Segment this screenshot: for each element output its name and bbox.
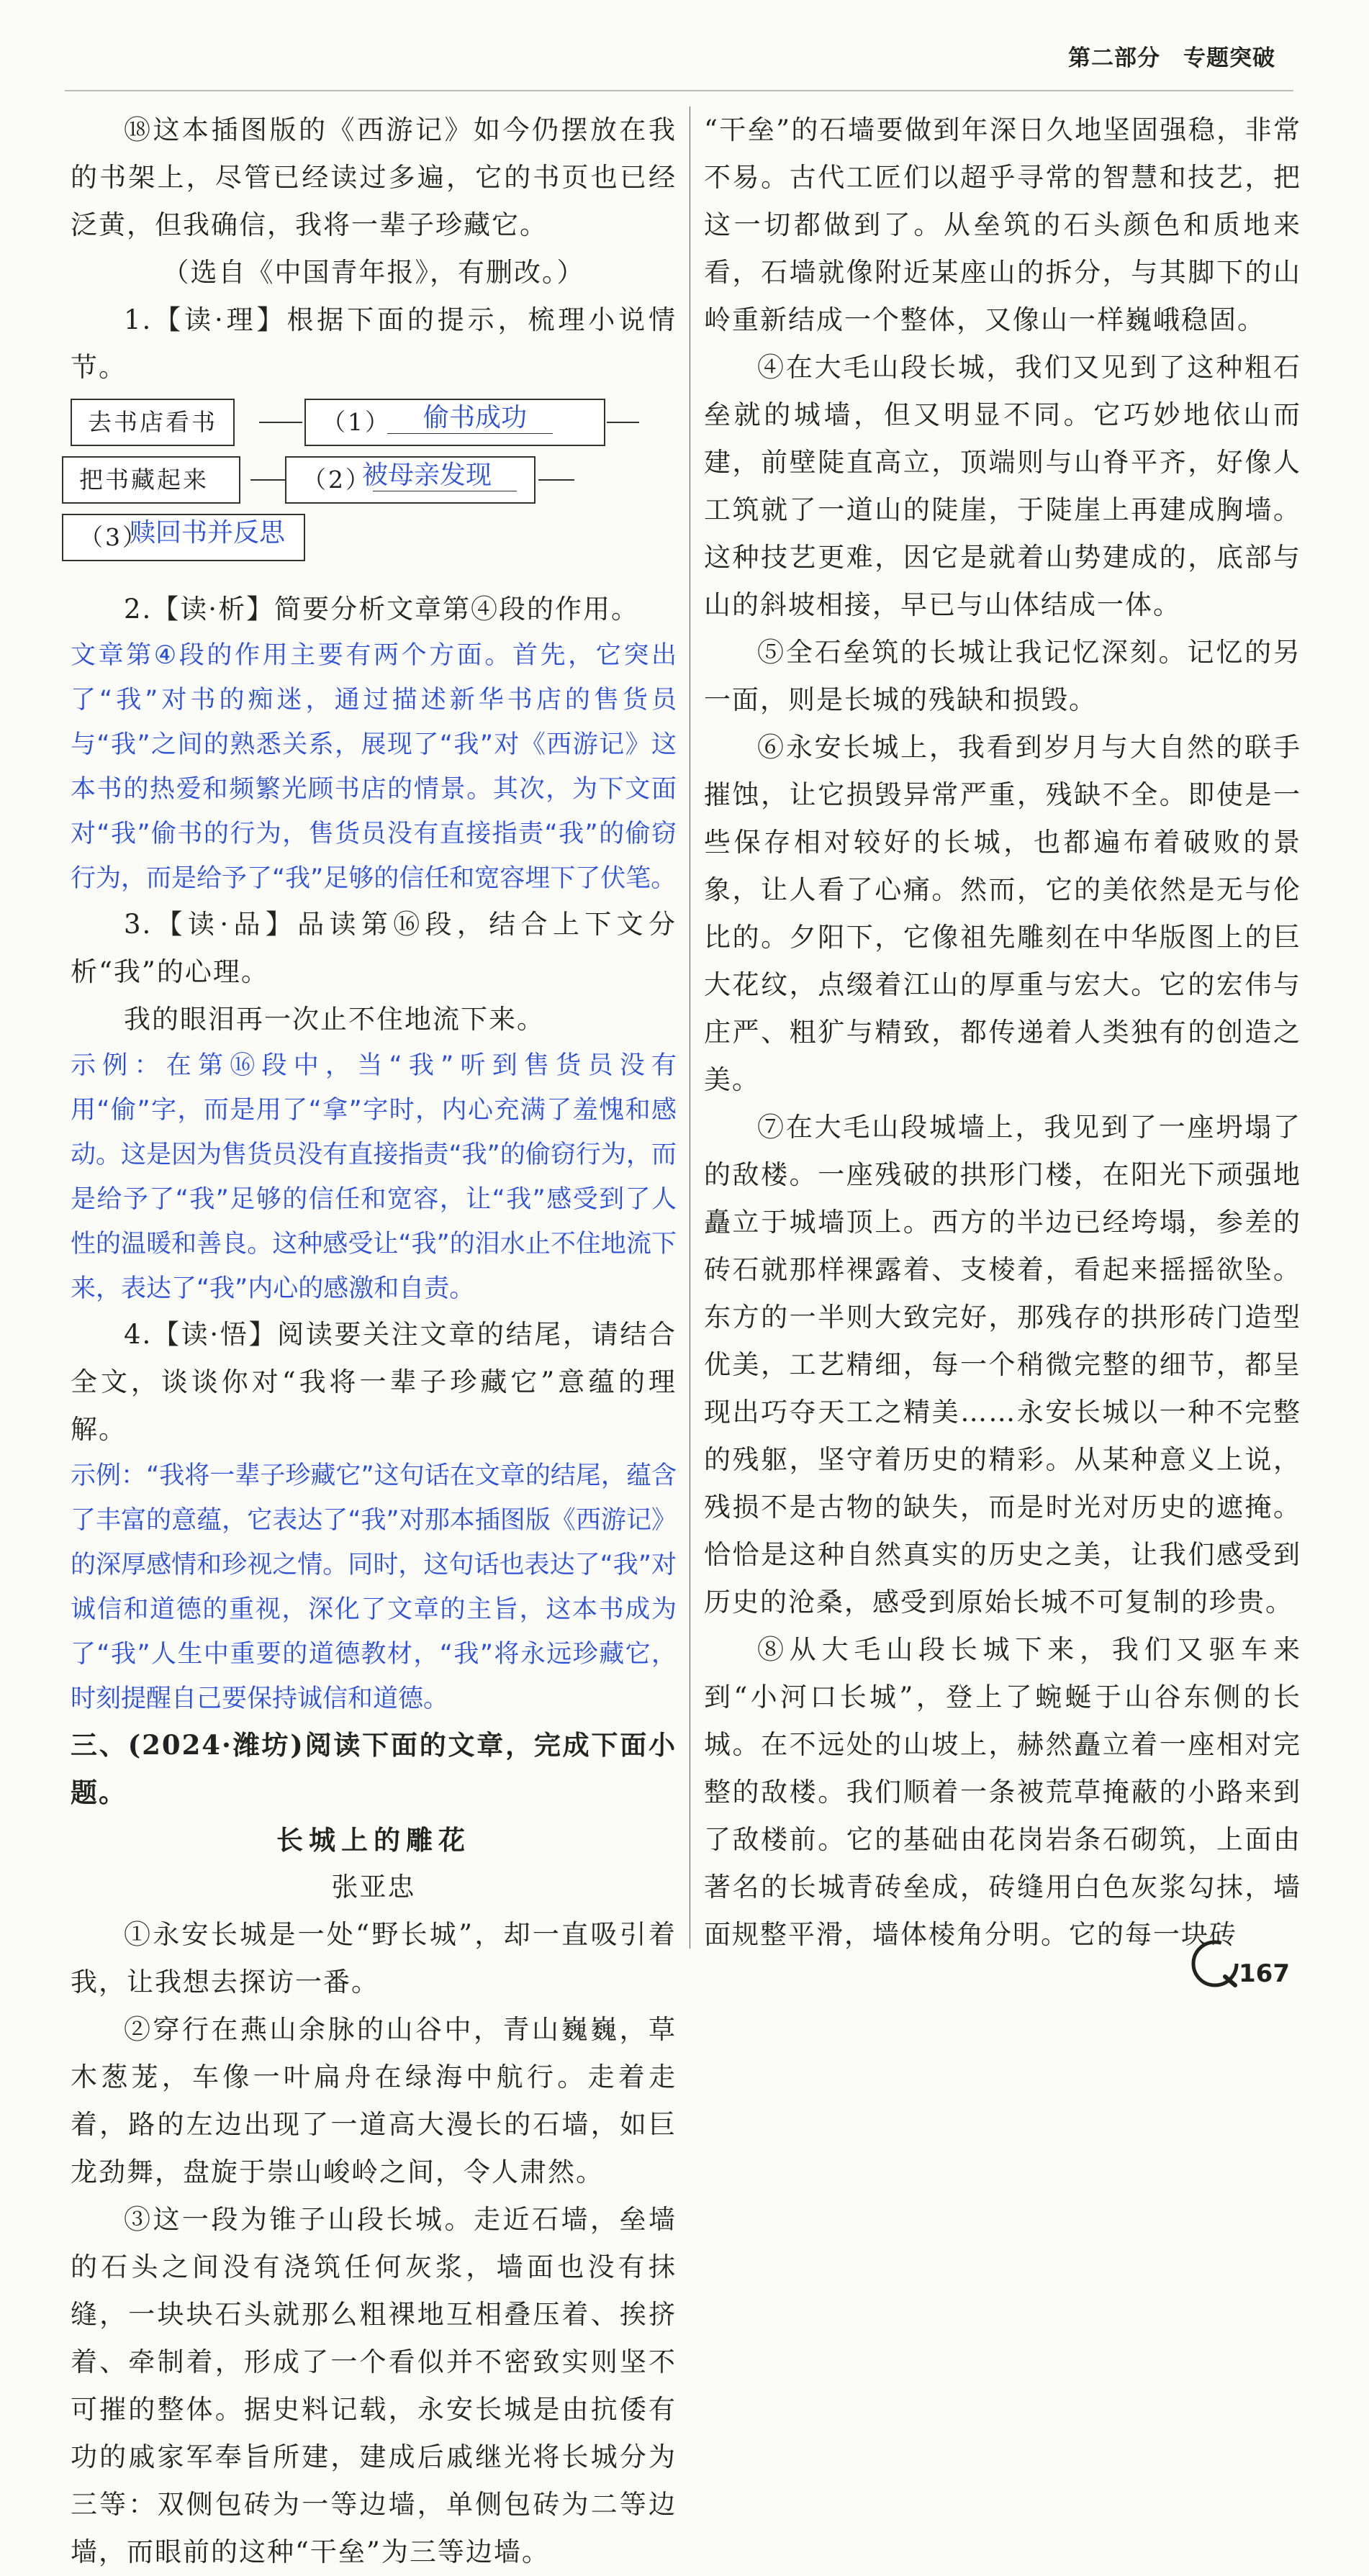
question-2: 2.【读·析】简要分析文章第④段的作用。 (124, 594, 640, 625)
question-3: 3.【读·品】品读第⑯段，结合上下文分析“我”的心理。 (71, 909, 677, 987)
flow-connector (607, 422, 639, 423)
plot-flowchart (71, 391, 677, 586)
section-3-heading: 三、(2024·潍坊)阅读下面的文章，完成下面小题。 (71, 1729, 677, 1808)
answer-question-3: 示例：在第⑯段中，当“我”听到售货员没有用“偷”字，而是用了“拿”字时，内心充满了羞愧和感动。这是因为售货员没有直接指责“我”的偷窃行为，而是给予了“我”足够的信任和宽容，让“我”感受到了人性的温暖和善良。这种感受让“我”的泪水止不住地流下来，表达了“我”内心的感激和自责。 (71, 1051, 677, 1303)
page-header: 第二部分 专题突破 (1068, 45, 1275, 71)
header-rule (65, 90, 1293, 91)
flow-box-2-prefix: （1） (322, 408, 391, 436)
question-4: 4.【读·悟】阅读要关注文章的结尾，请结合全文，谈谈你对“我将一辈子珍藏它”意蕴的理解。 (71, 1319, 677, 1445)
flow-box-4-prefix: （2） (302, 466, 371, 494)
paragraph-4: ④在大毛山段长城，我们又见到了这种粗石垒就的城墙，但又明显不同。它巧妙地依山而建，前壁陡直高立，顶端则与山脊平齐，好像人工筑就了一道山的陡崖，于陡崖上再建成胸墙。这种技艺更难，因它是就着山势建成的，底部与山的斜坡相接，早已与山体结成一体。 (704, 352, 1301, 620)
paragraph-6: ⑥永安长城上，我看到岁月与大自然的联手摧蚀，让它损毁异常严重，残缺不全。即使是一些保存相对较好的长城，也都遍布着破败的景象，让人看了心痛。然而，它的美依然是无与伦比的。夕阳下，它像祖先雕刻在中华版图上的巨大花纹，点缀着江山的厚重与宏大。它的宏伟与庄严、粗犷与精致，都传递着人类独有的创造之美。 (704, 732, 1301, 1095)
question-3-quote: 我的眼泪再一次止不住地流下来。 (124, 1004, 545, 1035)
answer-question-2: 文章第④段的作用主要有两个方面。首先，它突出了“我”对书的痴迷，通过描述新华书店的售货员与“我”之间的熟悉关系，展现了“我”对《西游记》这本书的热爱和频繁光顾书店的情景。其次，为下文面对“我”偷书的行为，售货员没有直接指责“我”的偷窃行为，而是给予了“我”足够的信任和宽容埋下了伏笔。 (71, 641, 677, 893)
paragraph-3-continued: “干垒”的石墙要做到年深日久地坚固强稳，非常不易。古代工匠们以超乎寻常的智慧和技艺，把这一切都做到了。从垒筑的石头颜色和质地来看，石墙就像附近某座山的拆分，与其脚下的山岭重新结成一个整体，又像山一样巍峨稳固。 (704, 114, 1301, 335)
paragraph-7: ⑦在大毛山段城墙上，我见到了一座坍塌了的敌楼。一座残破的拱形门楼，在阳光下顽强地矗立于城墙顶上。西方的半边已经垮塌，参差的砖石就那样裸露着、支棱着，看起来摇摇欲坠。东方的一半则大致完好，那残存的拱形砖门造型优美，工艺精细，每一个稍微完整的细节，都呈现出巧夺天工之精美……永安长城以一种不完整的残躯，坚守着历史的精彩。从某种意义上说，残损不是古物的缺失，而是时光对历史的遮掩。恰恰是这种自然真实的历史之美，让我们感受到历史的沧桑，感受到原始长城不可复制的珍贵。 (704, 1112, 1301, 1618)
flow-connector (538, 479, 574, 481)
page-number-icon (1189, 1938, 1241, 1990)
flow-box-5-prefix: （3） (79, 523, 148, 551)
paragraph-18: ⑱这本插图版的《西游记》如今仍摆放在我的书架上，尽管已经读过多遍，它的书页也已经泛黄，但我确信，我将一辈子珍藏它。 (71, 114, 677, 240)
flow-connector (259, 422, 302, 423)
article-title: 长城上的雕花 (276, 1824, 471, 1856)
article-author: 张亚忠 (331, 1872, 416, 1902)
question-1: 1.【读·理】根据下面的提示，梳理小说情节。 (71, 304, 677, 383)
answer-2: 被母亲发现 (362, 461, 492, 490)
paragraph-3: ③这一段为锥子山段长城。走近石墙，垒墙的石头之间没有浇筑任何灰浆，墙面也没有抹缝，一块块石头就那么粗裸地互相叠压着、挨挤着、牵制着，形成了一个看似并不密致实则坚不可摧的整体。据史料记载，永安长城是由抗倭有功的戚家军奉旨所建，建成后戚继光将长城分为三等：双侧包砖为一等边墙，单侧包砖为二等边墙，而眼前的这种“干垒”为三等边墙。 (71, 2204, 677, 2567)
source-note: （选自《中国青年报》，有删改。） (162, 257, 585, 288)
paragraph-1: ①永安长城是一处“野长城”，却一直吸引着我，让我想去探访一番。 (71, 1919, 677, 1997)
paragraph-2: ②穿行在燕山余脉的山谷中，青山巍巍，草木葱茏，车像一叶扁舟在绿海中航行。走着走着，路的左边出现了一道高大漫长的石墙，如巨龙劲舞，盘旋于崇山峻岭之间，令人肃然。 (71, 2014, 677, 2187)
answer-1: 偷书成功 (423, 403, 528, 432)
right-column (704, 106, 1301, 1959)
flow-box-3: 把书藏起来 (62, 456, 240, 504)
page-number: 167 (1239, 1959, 1290, 1988)
answer-3: 赎回书并反思 (130, 518, 286, 548)
paragraph-5: ⑤全石垒筑的长城让我记忆深刻。记忆的另一面，则是长城的残缺和损毁。 (704, 637, 1301, 715)
paragraph-8: ⑧从大毛山段长城下来，我们又驱车来到“小河口长城”，登上了蜿蜒于山谷东侧的长城。在不远处的山坡上，赫然矗立着一座相对完整的敌楼。我们顺着一条被荒草掩蔽的小路来到了敌楼前。它的基础由花岗岩条石砌筑，上面由著名的长城青砖垒成，砖缝用白色灰浆勾抹，墙面规整平滑，墙体棱角分明。它的每一块砖 (704, 1634, 1301, 1950)
left-column (71, 106, 677, 2576)
answer-question-4: 示例：“我将一辈子珍藏它”这句话在文章的结尾，蕴含了丰富的意蕴，它表达了“我”对那本插图版《西游记》的深厚感情和珍视之情。同时，这句话也表达了“我”对诚信和道德的重视，深化了文章的主旨，这本书成为了“我”人生中重要的道德教材，“我”将永远珍藏它，时刻提醒自己要保持诚信和道德。 (71, 1461, 677, 1713)
flow-connector (250, 479, 286, 481)
flow-box-1: 去书店看书 (71, 399, 235, 446)
